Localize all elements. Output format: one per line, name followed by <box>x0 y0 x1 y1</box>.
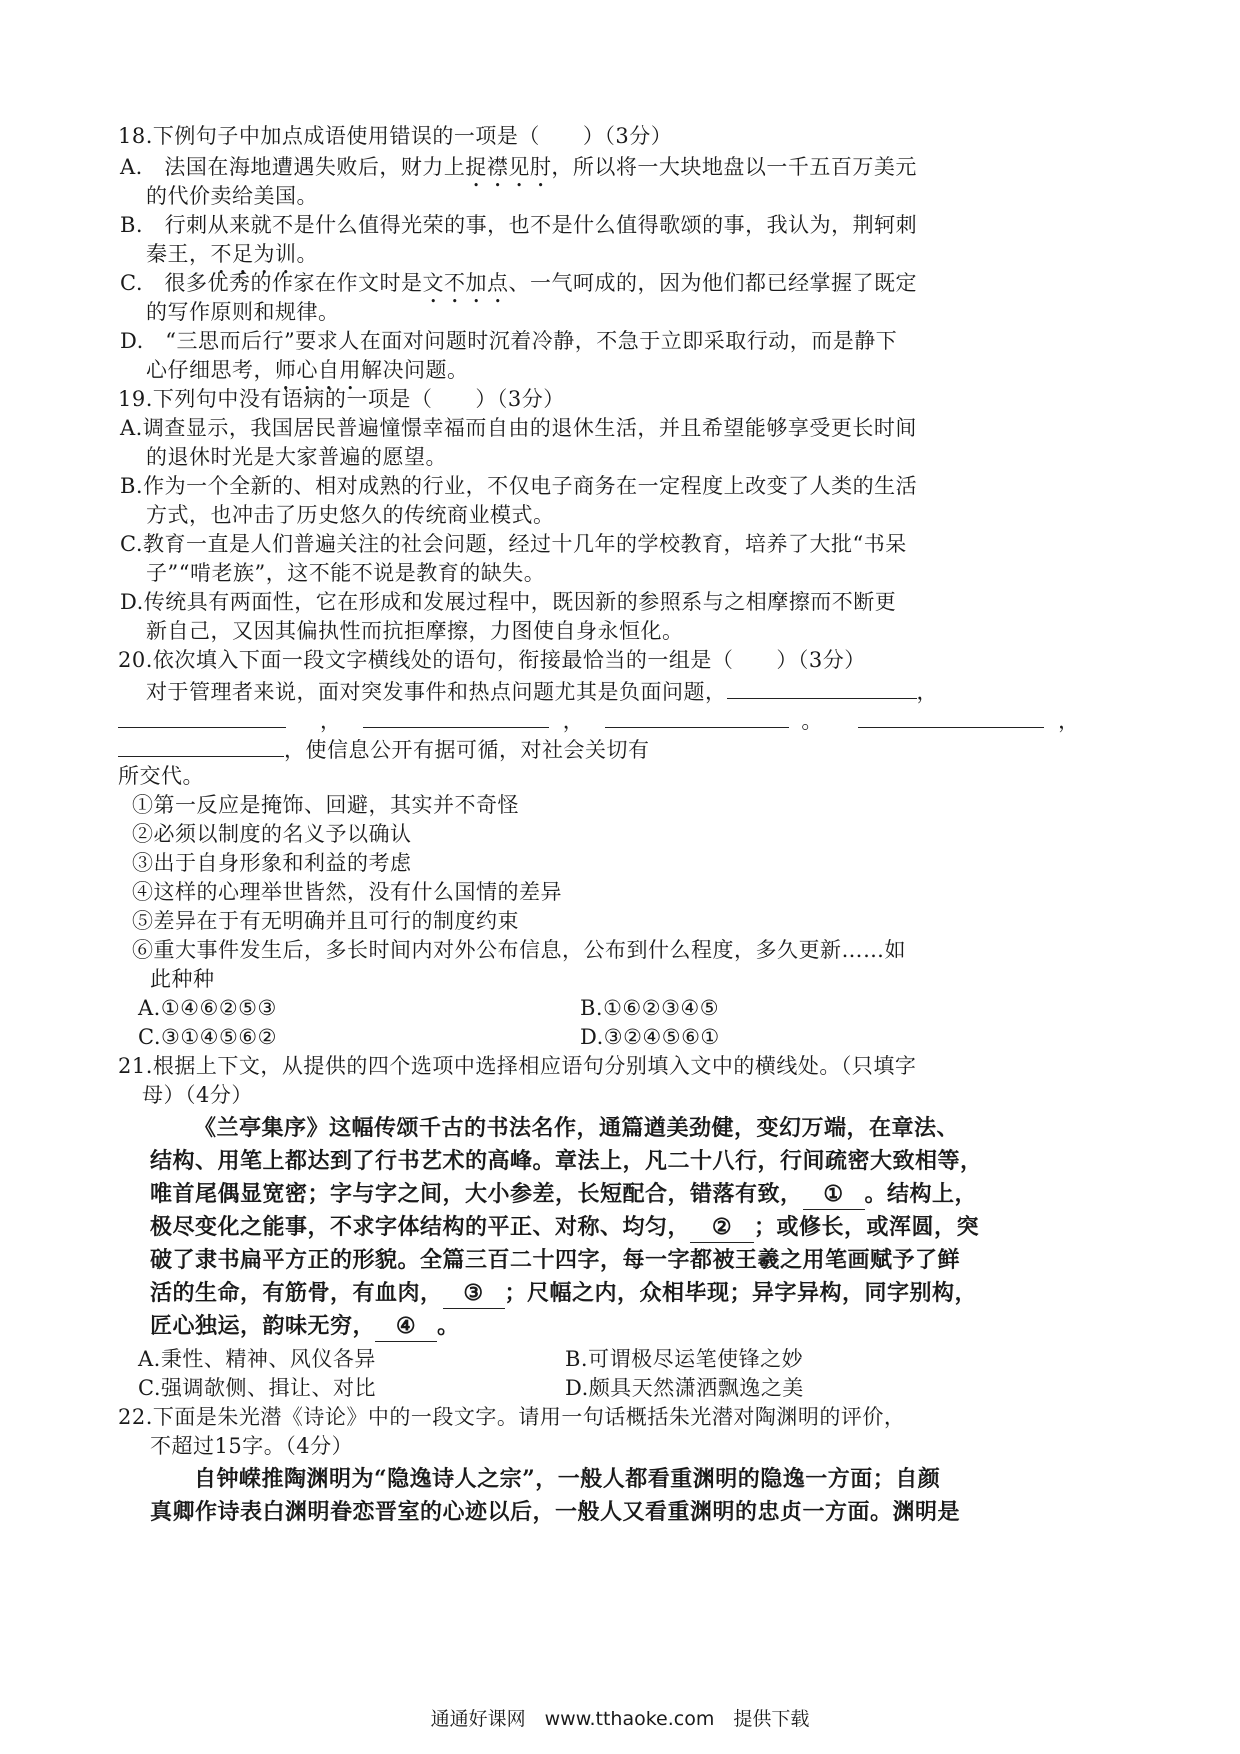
q20-item-5: ⑤差异在于有无明确并且可行的制度约束 <box>132 909 519 933</box>
q21-option-c: C.强调欹侧、揖让、对比 <box>138 1376 376 1400</box>
q20-blank-5[interactable] <box>858 703 1044 728</box>
q18-d-idiom: 师心自用 <box>275 358 361 382</box>
q18-option-b-line2: 秦王，不足为训。 <box>146 242 318 266</box>
q21-option-b: B.可谓极尽运笔使锋之妙 <box>565 1347 804 1371</box>
q21-stem-line1: 21.根据上下文，从提供的四个选项中选择相应语句分别填入文中的横线处。（只填字 <box>118 1054 917 1078</box>
q19-option-d-line2: 新自己，又因其偏执性而抗拒摩擦，力图使自身永恒化。 <box>146 619 684 643</box>
q19-option-a-line1: A.调查显示，我国居民普遍憧憬幸福而自由的退休生活，并且希望能够享受更长时间 <box>120 416 917 440</box>
q21-passage-line6: 活的生命，有筋骨，有血肉， ③ ；尺幅之内，众相毕现；异字异构，同字别构， <box>150 1278 977 1309</box>
q18-stem: 18.下例句子中加点成语使用错误的一项是（ ）（3分） <box>118 124 673 148</box>
q20-option-a: A.①④⑥②⑤③ <box>138 996 277 1020</box>
q20-blank-2[interactable] <box>118 703 286 728</box>
q19-option-b-line1: B.作为一个全新的、相对成熟的行业，不仅电子商务在一定程度上改变了人类的生活 <box>120 474 918 498</box>
q20-item-1: ①第一反应是掩饰、回避，其实并不奇怪 <box>132 793 519 817</box>
q20-blank-4[interactable] <box>605 703 789 728</box>
q22-passage-line1: 自钟嵘推陶渊明为“隐逸诗人之宗”，一般人都看重渊明的隐逸一方面；自颜 <box>194 1466 941 1492</box>
q20-option-d: D.③②④⑤⑥① <box>580 1025 720 1049</box>
q21-stem-line2: 母）（4分） <box>142 1083 253 1107</box>
q21-option-a: A.秉性、精神、风仪各异 <box>138 1347 376 1371</box>
q22-stem-line1: 22.下面是朱光潜《诗论》中的一段文字。请用一句话概括朱光潜对陶渊明的评价， <box>118 1405 906 1429</box>
q20-item-4: ④这样的心理举世皆然，没有什么国情的差异 <box>132 880 562 904</box>
q22-stem-line2: 不超过15字。（4分） <box>150 1434 354 1458</box>
q19-option-a-line2: 的退休时光是大家普遍的愿望。 <box>146 445 447 469</box>
q21-blank-2[interactable]: ② <box>690 1212 754 1243</box>
q20-blank-1[interactable] <box>727 674 917 699</box>
q20-item-6-line1: ⑥重大事件发生后，多长时间内对外公布信息，公布到什么程度，多久更新……如 <box>132 938 906 962</box>
page-footer: 通通好课网 www.tthaoke.com 提供下载 <box>430 1708 810 1730</box>
q20-option-c: C.③①④⑤⑥② <box>138 1025 277 1049</box>
q21-blank-1[interactable]: ① <box>803 1179 865 1210</box>
q18-c-idiom: 文不加点 <box>422 271 509 295</box>
q18-option-c-line1: C. 很多优秀的作家在作文时是文不加点、一气呵成的，因为他们都已经掌握了既定 <box>120 271 917 295</box>
q18-option-c-line2: 的写作原则和规律。 <box>146 300 340 324</box>
q21-passage-line7: 匠心独运，韵味无穷， ④ 。 <box>150 1311 460 1342</box>
q19-option-d-line1: D.传统具有两面性，它在形成和发展过程中，既因新的参照系与之相摩擦而不断更 <box>120 590 897 614</box>
q18-a-idiom: 捉襟见肘 <box>465 155 552 179</box>
q21-option-d: D.颇具天然潇洒飘逸之美 <box>565 1376 804 1400</box>
q18-option-d-line1: D. “三思而后行”要求人在面对问题时沉着冷静，不急于立即采取行动，而是静下 <box>120 329 898 353</box>
q21-passage-line3: 唯首尾偶显宽密；字与字之间，大小参差，长短配合，错落有致， ① 。结构上， <box>150 1179 977 1210</box>
q19-option-c-line1: C.教育一直是人们普遍关注的社会问题，经过十几年的学校教育，培养了大批“书呆 <box>120 532 907 556</box>
q20-passage-line1: 对于管理者来说，面对突发事件和热点问题尤其是负面问题， ， <box>146 674 938 707</box>
q18-b-idiom: 不足为训 <box>210 242 297 266</box>
q20-passage-line2: ， ， 。 ， <box>118 703 1080 736</box>
q20-passage-line4: 所交代。 <box>118 764 204 788</box>
q20-option-b: B.①⑥②③④⑤ <box>580 996 720 1020</box>
q20-blank-3[interactable] <box>363 703 549 728</box>
q18-option-a-line2: 的代价卖给美国。 <box>146 184 318 208</box>
q20-item-2: ②必须以制度的名义予以确认 <box>132 822 412 846</box>
q21-blank-4[interactable]: ④ <box>375 1311 437 1342</box>
q18-option-a-line1: A. 法国在海地遭遇失败后，财力上捉襟见肘，所以将一大块地盘以一千五百万美元 <box>120 155 917 179</box>
q20-passage-line3: ，使信息公开有据可循，对社会关切有 <box>118 732 650 765</box>
q21-passage-line5: 破了隶书扁平方正的形貌。全篇三百二十四字，每一字都被王羲之用笔画赋予了鲜 <box>150 1247 961 1273</box>
q18-option-d-line2: 心仔细思考，师心自用解决问题。 <box>146 358 469 382</box>
q21-passage-line2: 结构、用笔上都达到了行书艺术的高峰。章法上，凡二十八行，行间疏密大致相等， <box>150 1148 983 1174</box>
q22-passage-line2: 真卿作诗表白渊明眷恋晋室的心迹以后，一般人又看重渊明的忠贞一方面。渊明是 <box>150 1499 961 1525</box>
q19-option-c-line2: 子”“啃老族”，这不能不说是教育的缺失。 <box>146 561 546 585</box>
q21-passage-line4: 极尽变化之能事，不求字体结构的平正、对称、均匀， ② ；或修长，或浑圆，突 <box>150 1212 979 1243</box>
q19-option-b-line2: 方式，也冲击了历史悠久的传统商业模式。 <box>146 503 555 527</box>
q20-stem: 20.依次填入下面一段文字横线处的语句，衔接最恰当的一组是（ ）（3分） <box>118 648 866 672</box>
q19-stem: 19.下列句中没有语病的一项是（ ）（3分） <box>118 387 565 411</box>
q21-passage-line1: 《兰亭集序》这幅传颂千古的书法名作，通篇遒美劲健，变幻万端，在章法、 <box>194 1115 960 1141</box>
q20-blank-6[interactable] <box>118 732 284 757</box>
q20-item-3: ③出于自身形象和利益的考虑 <box>132 851 412 875</box>
q21-blank-3[interactable]: ③ <box>443 1278 505 1309</box>
q20-item-6-line2: 此种种 <box>150 967 215 991</box>
q18-option-b-line1: B. 行刺从来就不是什么值得光荣的事，也不是什么值得歌颂的事，我认为，荆轲刺 <box>120 213 918 237</box>
